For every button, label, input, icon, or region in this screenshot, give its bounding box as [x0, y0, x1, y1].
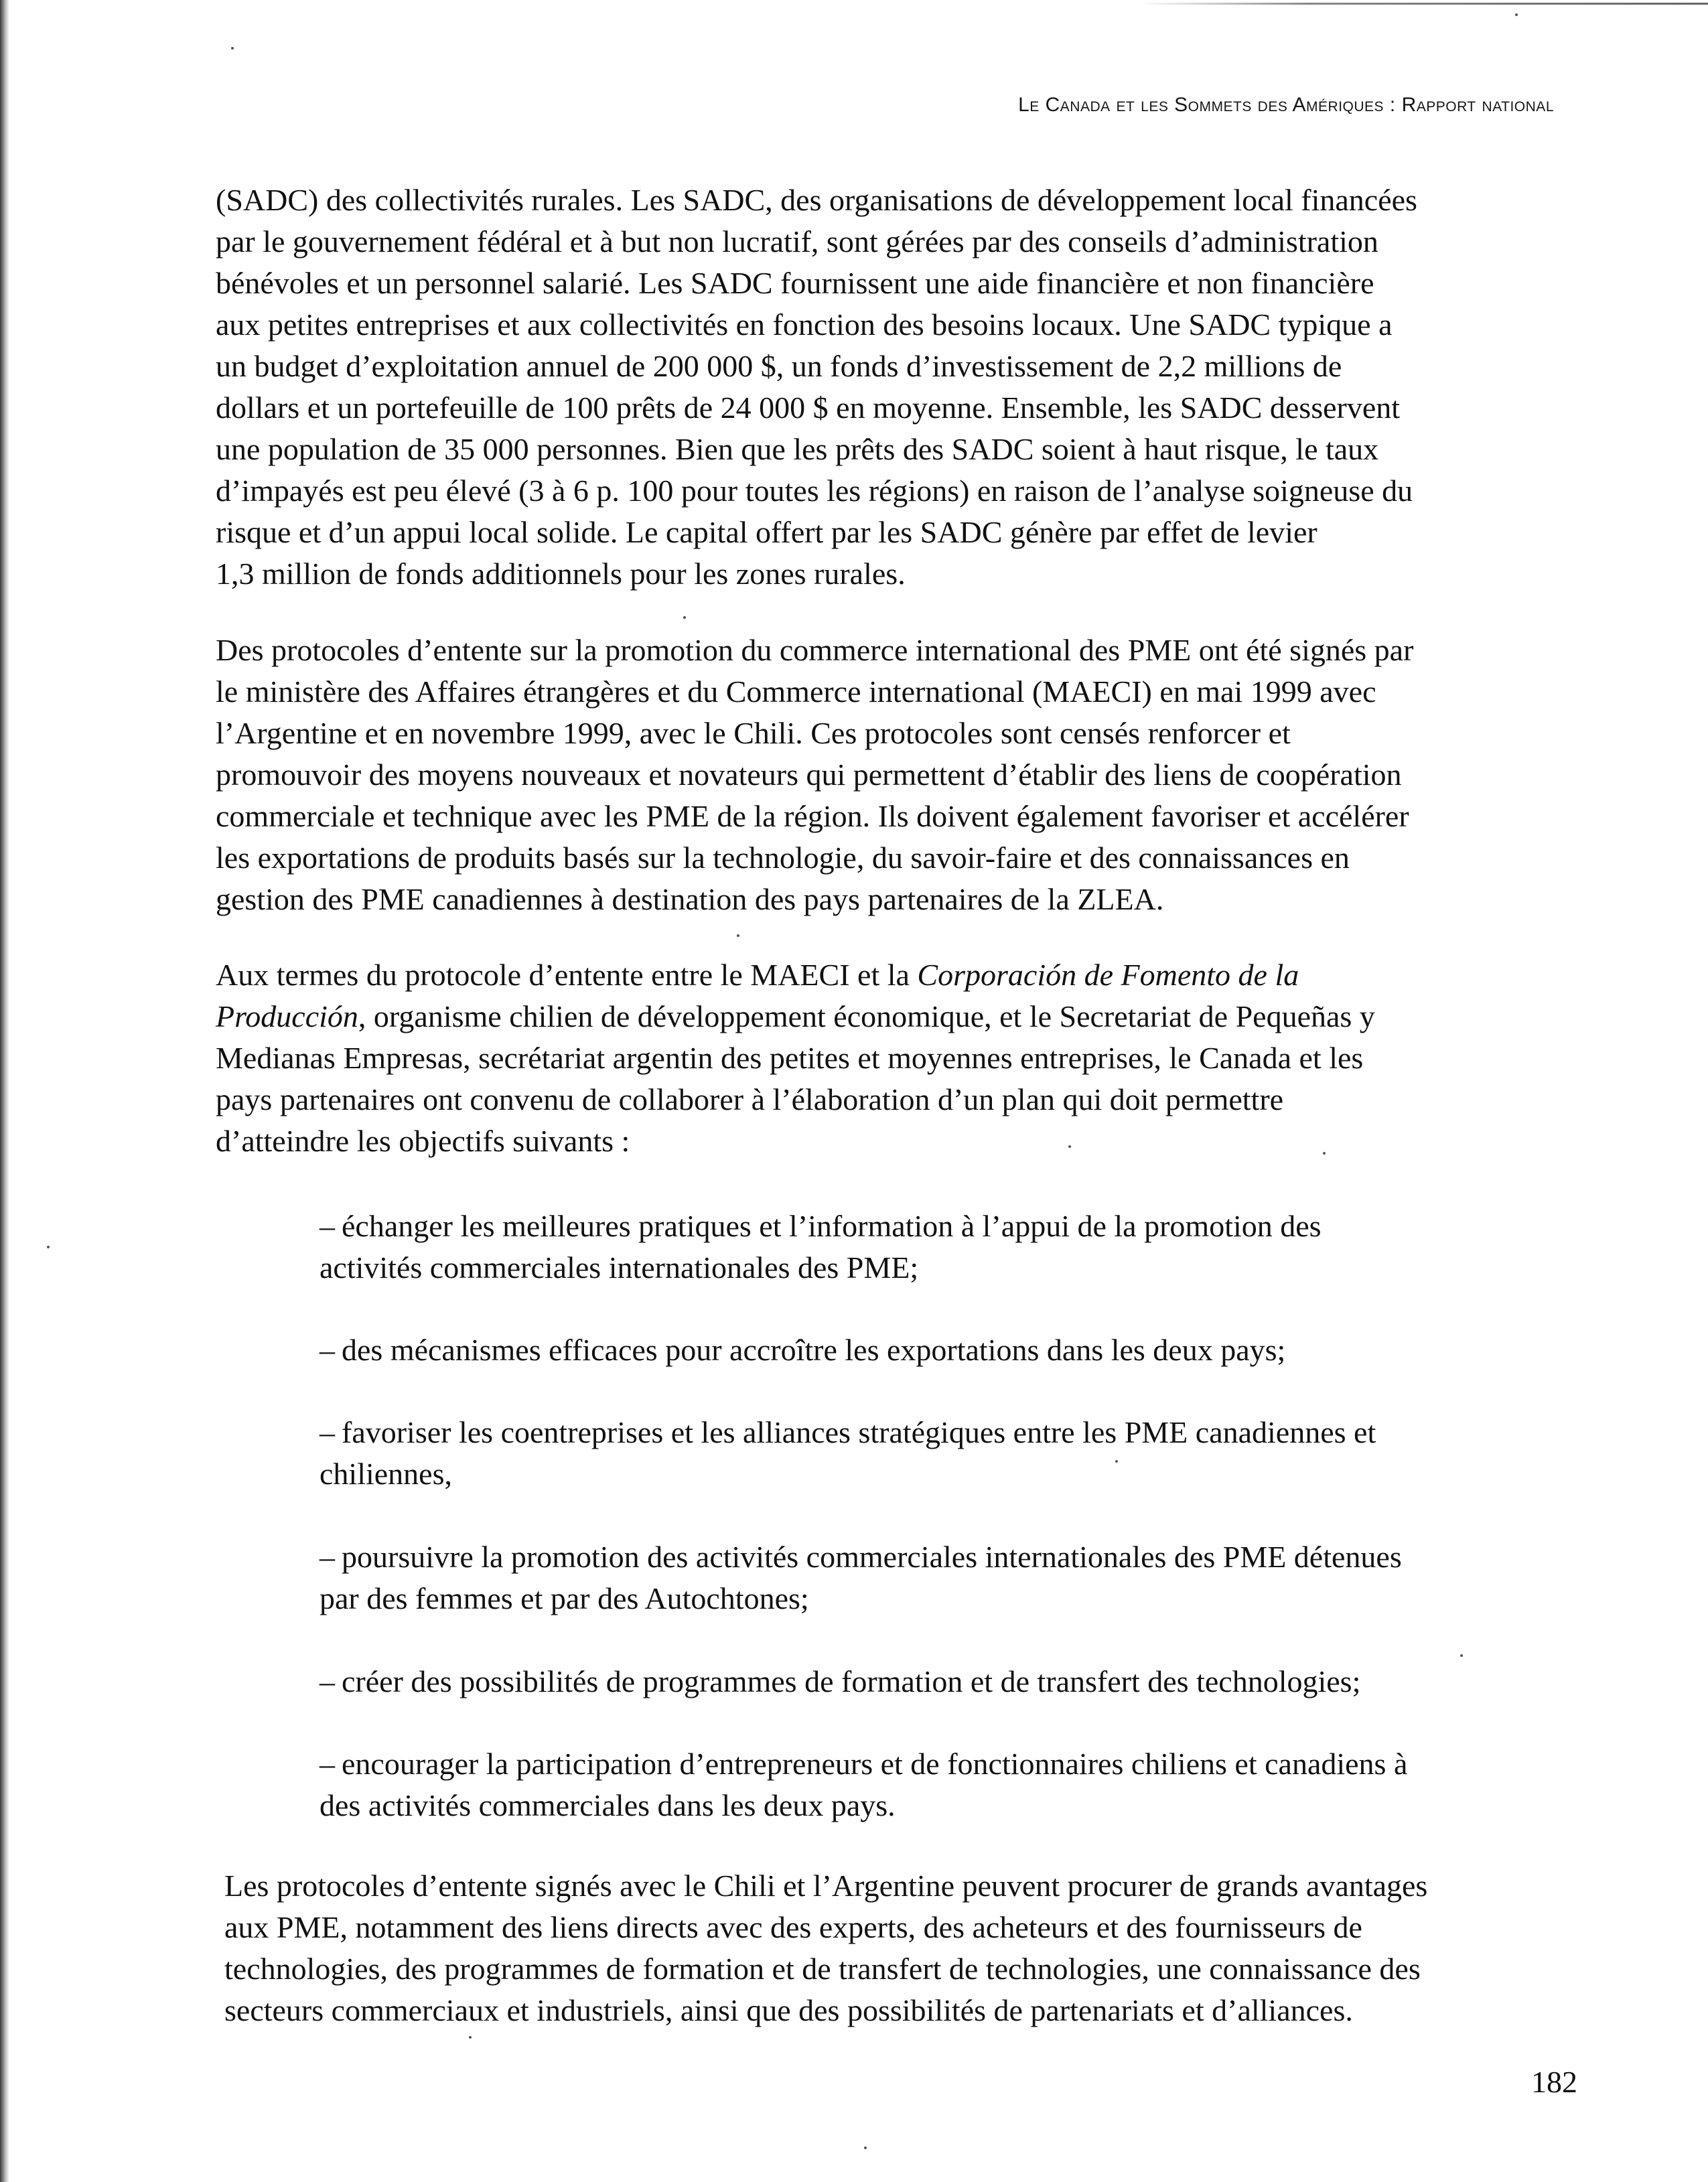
paragraph-sadc: (SADC) des collectivités rurales. Les SADC, des organisations de développement local financées par le gouvernement fédéral et à but non lucratif, sont gérées par des conseils d’administration bénévoles et un personnel salarié. Les SADC fournissent une aide financière et non financière aux petites entreprises et aux collectivités en fonction des besoins locaux. Une SADC typique a un budget d’exploitation annuel de 200 000 $, un fonds d’investissement de 2,2 millions de dollars et un portefeuille de 100 prêts de 24 000 $ en moyenne. Ensemble, les SADC desservent une population de 35 000 personnes. Bien que les prêts des SADC soient à haut risque, le taux d’impayés est peu élevé (3 à 6 p. 100 pour toutes les régions) en raison de l’analyse soigneuse du risque et d’un appui local solide. Le capital offert par les SADC génère par effet de levier 1,3 million de fonds additionnels pour les zones rurales.: [216, 183, 1417, 591]
objective-item: [319, 1412, 1376, 1495]
scan-speck: [864, 2147, 867, 2149]
scan-speck: [683, 616, 686, 619]
dash-bullet: –: [319, 1209, 335, 1243]
paragraph-text-start: Aux termes du protocole d’entente entre le MAECI et la: [216, 958, 918, 992]
dash-bullet: –: [319, 1664, 335, 1698]
objective-text: des mécanismes efficaces pour accroître les exportations dans les deux pays;: [342, 1333, 1286, 1367]
paragraph-text-end: , organisme chilien de développement économique, et le Secretariat de Pequeñas y Medianas Empresas, secrétariat argentin des petites et moyennes entreprises, le Canada et les pays partenaires ont convenu de collaborer à l’élaboration d’un plan qui doit permettre d’atteindre les objectifs suivants :: [216, 999, 1375, 1158]
scan-speck: [1515, 13, 1518, 16]
scan-speck: [231, 47, 234, 50]
paragraph-maeci-agreement: [216, 954, 1589, 1162]
dash-bullet: –: [319, 1540, 335, 1574]
objective-item: [319, 1743, 1407, 1826]
objective-item: [319, 1329, 1285, 1371]
objective-text: favoriser les coentreprises et les alliances stratégiques entre les PME canadiennes et chiliennes,: [319, 1415, 1376, 1491]
paragraph-benefits: Les protocoles d’entente signés avec le Chili et l’Argentine peuvent procurer de grands avantages aux PME, notamment des liens directs avec des experts, des acheteurs et des fournisseurs de technologies, des programmes de formation et de transfert de technologies, une connaissance des secteurs commerciaux et industriels, ainsi que des possibilités de partenariats et d’alliances.: [224, 1869, 1428, 2027]
scan-speck: [469, 2036, 472, 2039]
objective-item: [319, 1661, 1360, 1702]
scan-speck: [1068, 1145, 1071, 1148]
scan-edge: [0, 0, 9, 2182]
scan-speck: [1460, 1654, 1463, 1657]
scan-speck: [1323, 1152, 1326, 1155]
paragraph-protocoles: Des protocoles d’entente sur la promotion du commerce international des PME ont été signés par le ministère des Affaires étrangères et du Commerce international (MAECI) en mai 1999 avec l’Argentine et en novembre 1999, avec le Chili. Ces protocoles sont censés renforcer et promouvoir des moyens nouveaux et novateurs qui permettent d’établir des liens de coopération commerciale et technique avec les PME de la région. Ils doivent également favoriser et accélérer les exportations de produits basés sur la technologie, du savoir-faire et des connaissances en gestion des PME canadiennes à destination des pays partenaires de la ZLEA.: [216, 633, 1414, 916]
dash-bullet: –: [319, 1747, 335, 1781]
objective-text: échanger les meilleures pratiques et l’information à l’appui de la promotion des activités commerciales internationales des PME;: [319, 1209, 1322, 1285]
scan-speck: [1115, 1460, 1118, 1463]
dash-bullet: –: [319, 1415, 335, 1449]
scan-speck: [737, 934, 739, 937]
objective-item: [319, 1206, 1322, 1289]
running-header: Le Canada et les Sommets des Amériques : Rapport national: [1018, 94, 1554, 116]
objective-item: [319, 1536, 1402, 1619]
scan-speck: [47, 1246, 50, 1248]
organization-name-italic: Corporación de Fomento de la Producción: [216, 958, 1299, 1033]
objective-text: créer des possibilités de programmes de formation et de transfert des technologies;: [342, 1664, 1361, 1698]
page-number: 182: [1531, 2065, 1577, 2099]
dash-bullet: –: [319, 1333, 335, 1367]
scan-top-rule: [1139, 3, 1708, 5]
objective-text: encourager la participation d’entrepreneurs et de fonctionnaires chiliens et canadiens à des activités commerciales dans les deux pays.: [319, 1747, 1408, 1822]
objective-text: poursuivre la promotion des activités commerciales internationales des PME détenues par des femmes et par des Autochtones;: [319, 1540, 1402, 1615]
